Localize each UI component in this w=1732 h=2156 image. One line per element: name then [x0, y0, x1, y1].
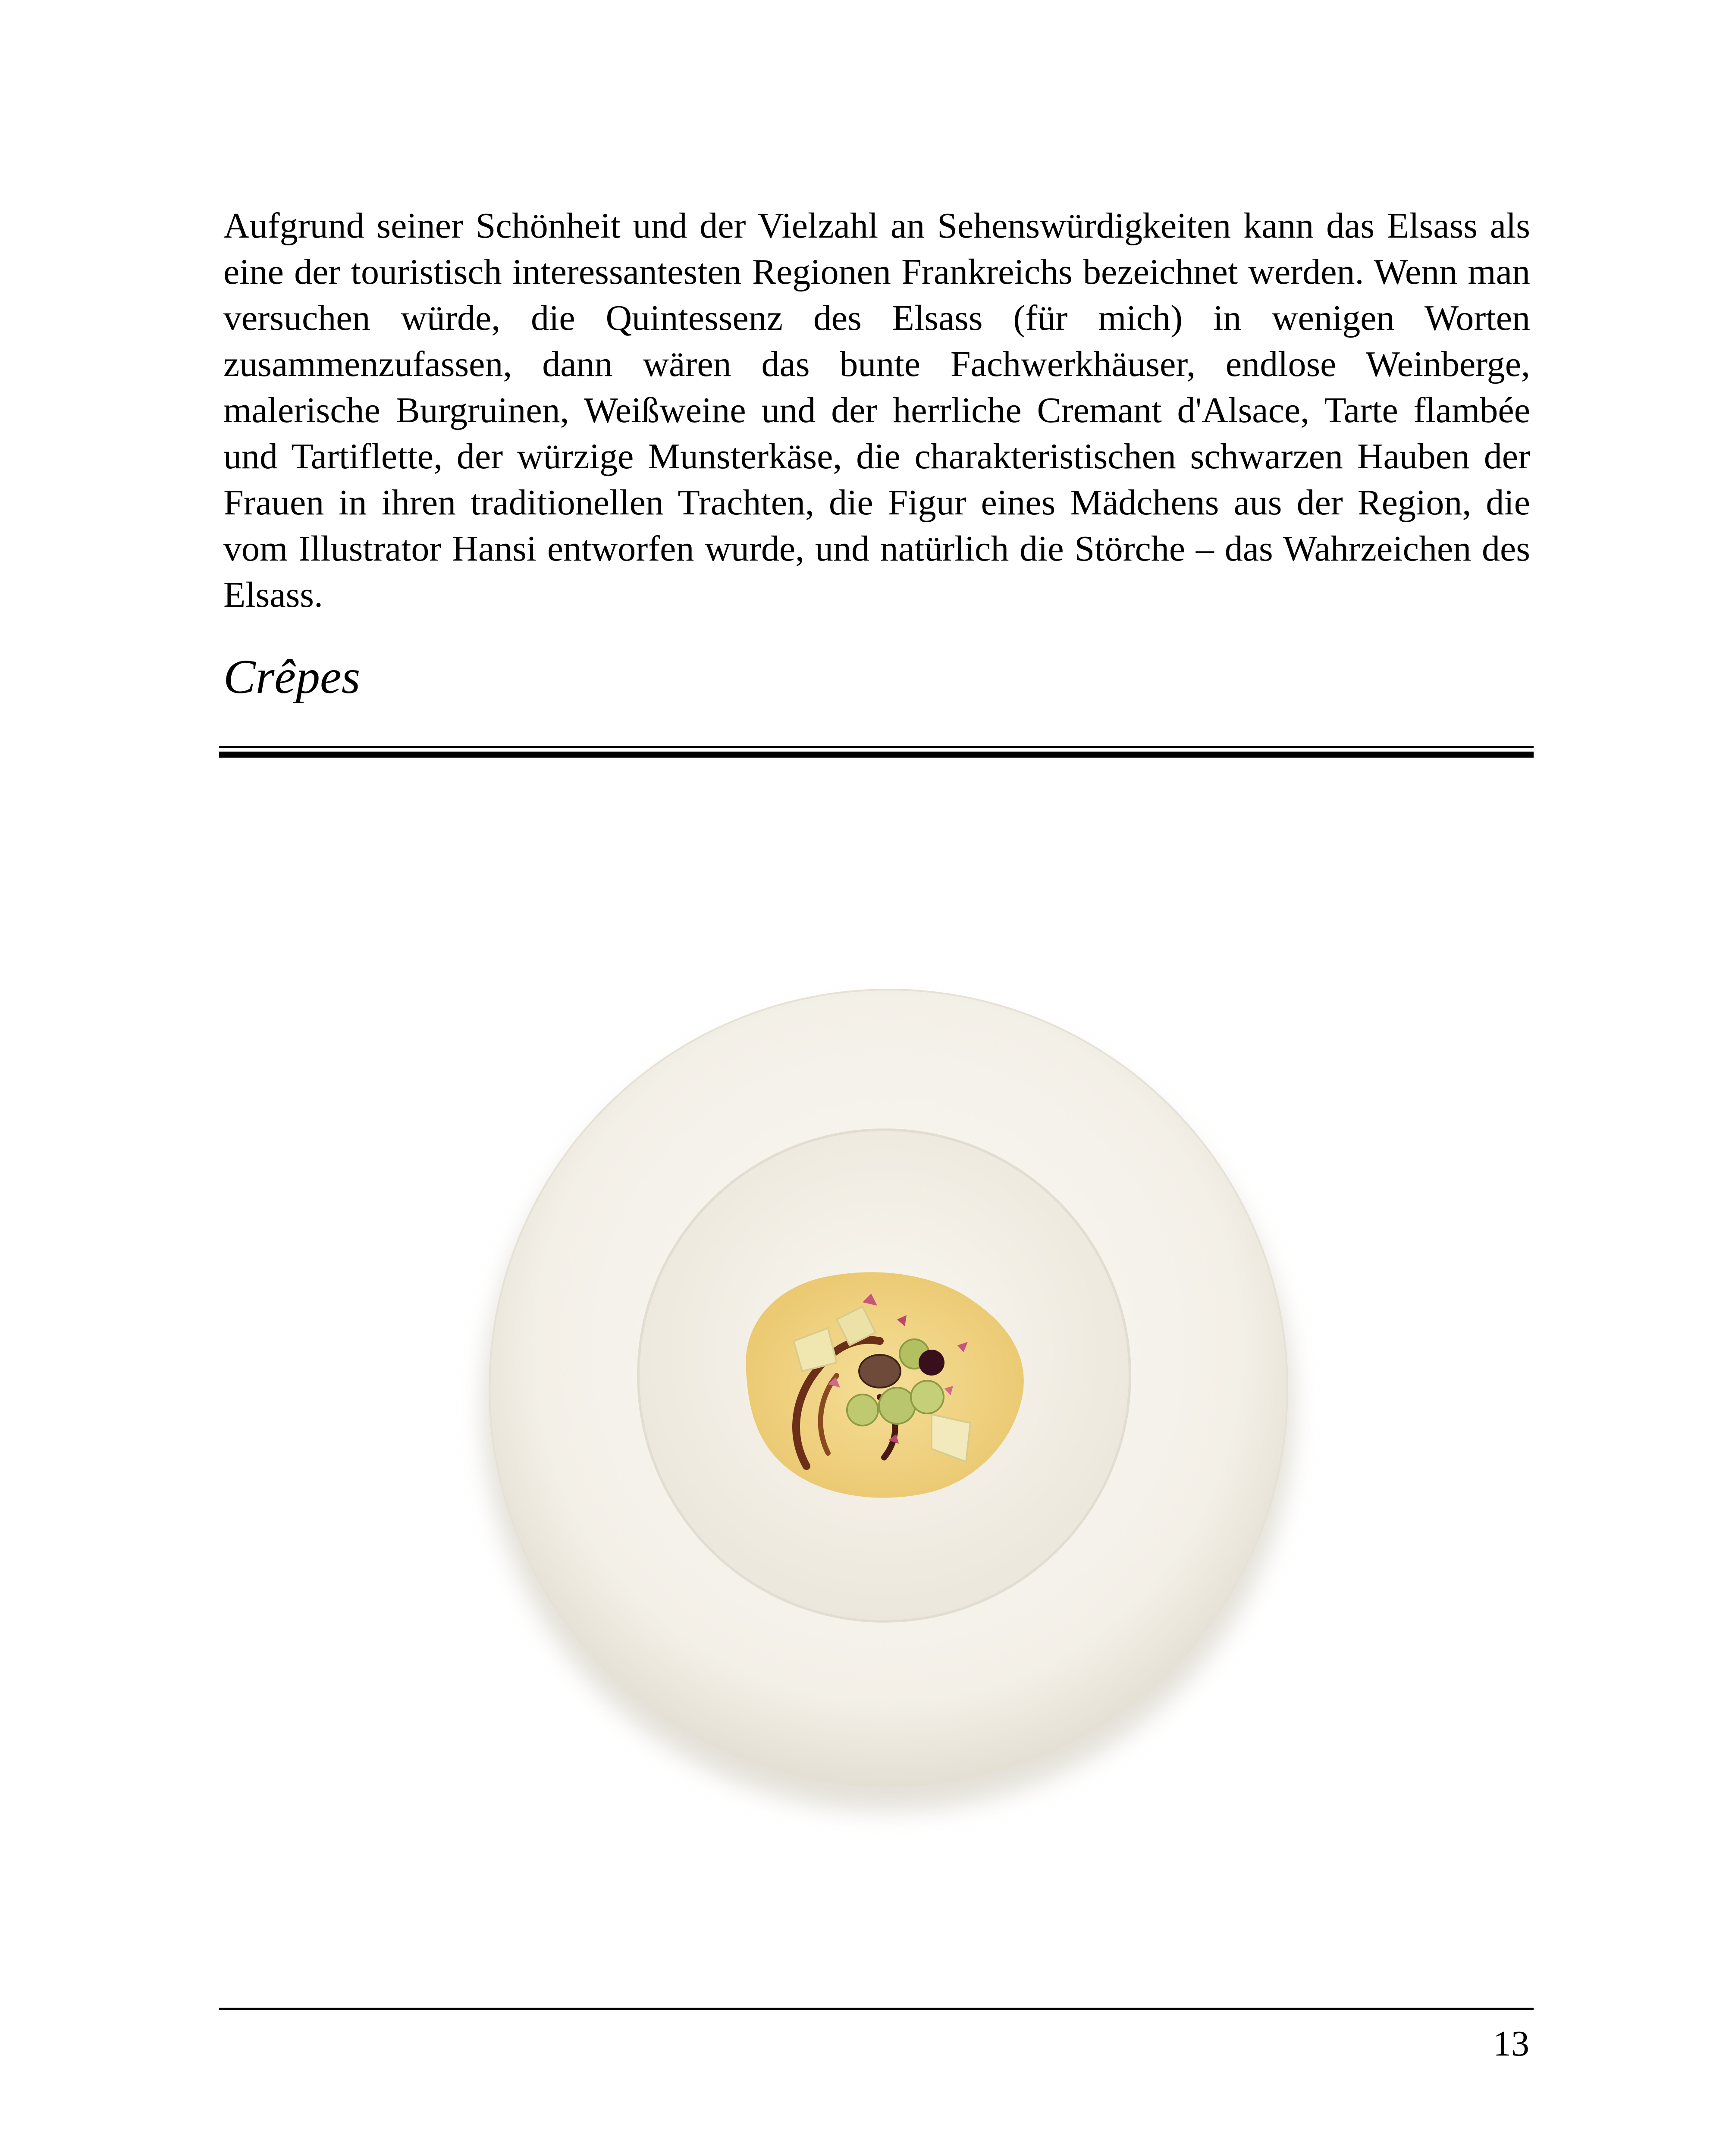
- grape: [879, 1388, 915, 1424]
- footer-rule: [219, 2008, 1534, 2010]
- grape-2: [911, 1381, 944, 1413]
- heading-rule-thin: [219, 746, 1534, 748]
- chestnut: [859, 1355, 901, 1388]
- heading-rule-thick: [219, 752, 1534, 758]
- section-heading: Crêpes: [223, 650, 361, 704]
- page-number: 13: [1493, 2024, 1529, 2064]
- grape-3: [847, 1395, 878, 1426]
- crepe-plate-photo: [449, 940, 1328, 1846]
- berry-sauce: [919, 1350, 944, 1376]
- body-paragraph: Aufgrund seiner Schönheit und der Vielzahl an Sehenswürdigkeiten kann das Elsass als eine der touristisch interessantesten Regionen Frankreichs bezeichnet werden. Wenn man versuchen würde, die Quintessenz des Elsass (für mich) in wenigen Worten zusammenzufassen, dann wären das bunte Fachwerkhäuser, endlose Weinberge, malerische Burgruinen, Weißweine und der herrliche Cremant d'Alsace, Tarte flambée und Tartiflette, der würzige Munsterkäse, die charakteristischen schwarzen Hauben der Frauen in ihren traditionellen Trachten, die Figur eines Mädchens aus der Region, die vom Illustrator Hansi entworfen wurde, und natürlich die Störche – das Wahrzeichen des Elsass.: [223, 206, 1530, 615]
